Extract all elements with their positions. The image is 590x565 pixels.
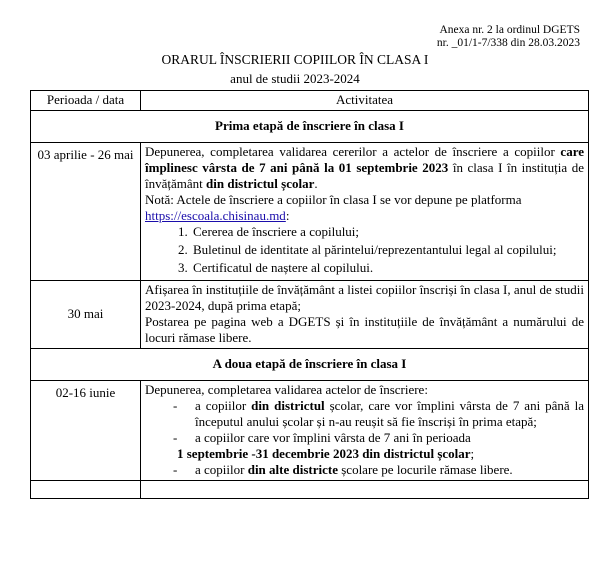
table-row — [31, 143, 589, 281]
dash-marker: - — [173, 398, 178, 413]
text-run: a copiilor — [195, 462, 248, 477]
list-item: 1. Cererea de înscriere a copilului; — [191, 224, 584, 240]
table-row — [31, 381, 589, 481]
header-activity: Activitatea — [141, 91, 589, 111]
activity-paragraph: Postarea pe pagina web a DGETS și în instituțiile de învățământ a numărului de locuri rămase libere. — [145, 314, 584, 345]
list-item — [145, 398, 584, 430]
period-cell: 30 mai — [31, 281, 141, 349]
platform-link[interactable]: https://escoala.chisinau.md — [145, 208, 286, 223]
text-run: a copiilor — [195, 398, 252, 413]
text-run: în clasa I în instituția de învățământ — [145, 160, 584, 191]
table-header-row — [31, 91, 589, 111]
required-documents-list — [145, 224, 584, 276]
activity-cell — [141, 381, 589, 481]
period-cell — [31, 481, 141, 499]
text-run: a copiilor care vor împlini vârsta de 7 ani în perioada — [195, 430, 471, 445]
activity-paragraph: Depunerea, completarea validarea actelor de înscriere: — [145, 382, 428, 397]
list-item — [145, 462, 584, 478]
note-paragraph — [145, 192, 584, 224]
document-subtitle: anul de studii 2023-2024 — [230, 71, 360, 86]
text-run: școlare pe locurile rămase libere. — [337, 462, 513, 477]
table-row-cut — [31, 481, 589, 499]
dash-marker: - — [173, 462, 178, 477]
text-run-bold: din alte districte — [247, 462, 338, 477]
annex-line-2: nr. _01/1-7/338 din 28.03.2023 — [436, 37, 580, 49]
period-range — [145, 446, 584, 462]
annex-line-1: Anexa nr. 2 la ordinul DGETS — [439, 24, 580, 36]
activity-cell — [141, 481, 589, 499]
header-period: Perioada / data — [31, 91, 141, 111]
text-run-bold: din districtul școlar — [206, 176, 315, 191]
activity-cell — [141, 143, 589, 281]
stage-1-heading-row — [31, 111, 589, 143]
period-cell: 02-16 iunie — [31, 381, 141, 481]
text-run-bold: din districtul — [251, 398, 325, 413]
schedule-table — [30, 90, 589, 499]
text-run: școlar, care vor împlini vârsta de 7 ani până la începutul anului școlar și n-au reușit să fie înscriși în prima etapă; — [195, 398, 584, 429]
list-item: 3. Certificatul de naștere al copilului. — [191, 260, 584, 276]
text-run-bold: care împlinesc vârsta de 7 ani până la 01 septembrie 2023 — [145, 144, 584, 175]
dash-marker: - — [173, 430, 178, 445]
document-title: ORARUL ÎNSCRIERII COPIILOR ÎN CLASA I — [161, 52, 429, 67]
list-item: 2. Buletinul de identitate al părintelui/reprezentantului legal al copilului; — [191, 242, 584, 258]
activity-paragraph — [145, 144, 584, 192]
stage-1-heading: Prima etapă de înscriere în clasa I — [31, 111, 589, 143]
activity-cell — [141, 281, 589, 349]
stage-2-heading: A doua etapă de înscriere în clasa I — [31, 349, 589, 381]
note-text: Notă: Actele de înscriere a copiilor în clasa I se vor depune pe platforma — [145, 192, 522, 207]
list-item — [145, 430, 584, 446]
text-run-bold: 1 septembrie -31 decembrie 2023 din districtul școlar — [177, 446, 471, 461]
text-run: ; — [470, 446, 475, 461]
activity-paragraph: Afișarea în instituțiile de învățământ a listei copiilor înscriși în clasa I, anul de studii 2023-2024, după prima etapă; — [145, 282, 584, 313]
text-run: : — [285, 208, 290, 223]
text-run: . — [314, 176, 318, 191]
table-row — [31, 281, 589, 349]
eligibility-list — [145, 398, 584, 446]
annex-reference — [340, 24, 580, 50]
text-run: Depunerea, completarea validarea cererilor a actelor de înscriere a copiilor — [145, 144, 561, 159]
period-cell: 03 aprilie - 26 mai — [31, 143, 141, 281]
eligibility-list — [145, 462, 584, 478]
stage-2-heading-row — [31, 349, 589, 381]
